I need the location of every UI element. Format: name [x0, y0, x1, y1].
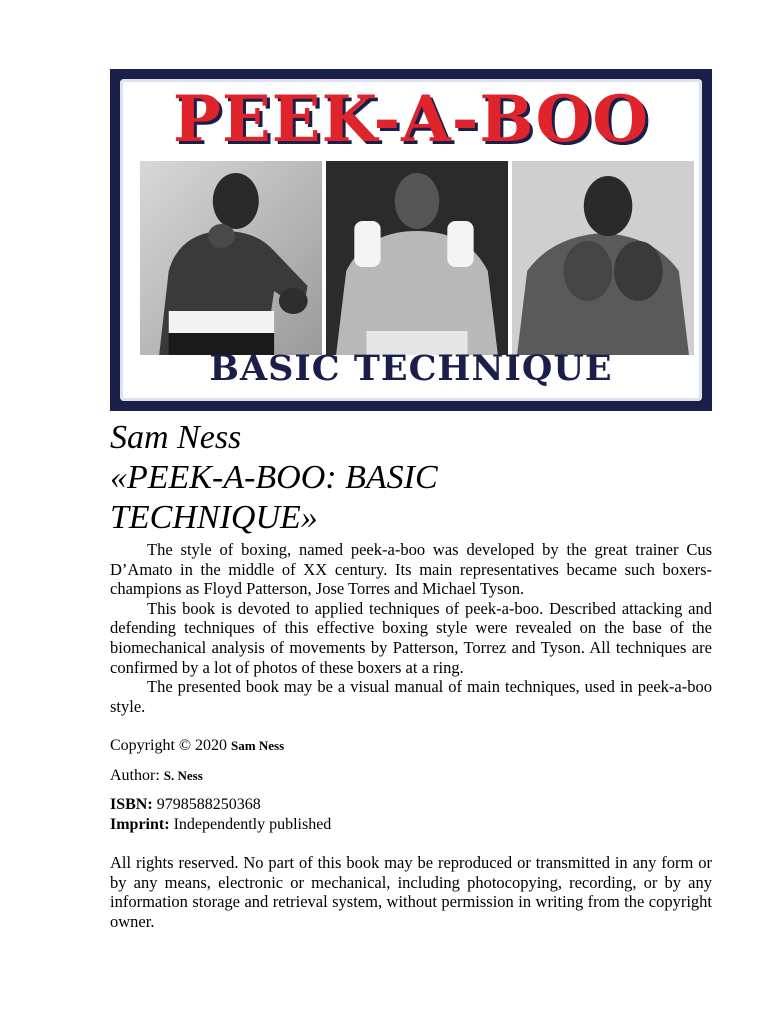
cover-image: [110, 69, 712, 411]
book-heading: [110, 418, 710, 538]
imprint-line: [110, 815, 712, 835]
paragraph: The presented book may be a visual manual of main techniques, used in peek-a-boo style.: [110, 677, 712, 716]
rights-notice: All rights reserved. No part of this book may be reproduced or transmitted in any form or by any means, electronic or mechanical, including photocopying, recording, or by any information storage and retrieval system, without permission in writing from the copyright owner.: [110, 853, 712, 931]
author-value: S. Ness: [163, 768, 203, 783]
boxer-photo-left: [140, 161, 322, 355]
paragraph: This book is devoted to applied techniques of peek-a-boo. Described attacking and defending techniques of this effective boxing style were revealed on the base of the biomechanical analysis of movements by Patterson, Torrez and Tyson. All techniques are confirmed by a lot of photos of these boxers at a ring.: [110, 598, 712, 677]
cover-photos: [140, 161, 694, 355]
author-line: [110, 766, 712, 786]
isbn-label: ISBN:: [110, 796, 153, 813]
boxer-photo-right: [512, 161, 694, 355]
cover-frame: [120, 79, 702, 401]
cover-subtitle: BASIC TECHNIQUE: [209, 348, 613, 389]
paragraph: The style of boxing, named peek-a-boo was developed by the great trainer Cus D’Amato in the middle of XX century. Its main representatives became such boxers-champions as Floyd Patterson, Jose Torres and Michael Tyson.: [110, 540, 712, 599]
copyright-line: [110, 736, 712, 756]
copyright-name: Sam Ness: [231, 738, 285, 753]
author-label: Author:: [110, 767, 160, 784]
cover-title: PEEK-A-BOO: [172, 82, 650, 157]
author-name: Sam Ness: [110, 419, 242, 456]
description: [110, 540, 712, 716]
book-title-line-2: TECHNIQUE»: [110, 499, 318, 536]
book-title-line-1: «PEEK-A-BOO: BASIC: [110, 459, 438, 496]
imprint-label: Imprint:: [110, 816, 170, 833]
boxer-photo-center: [326, 161, 508, 355]
isbn-line: [110, 795, 712, 815]
isbn-value: 9798588250368: [156, 796, 261, 813]
imprint-value: Independently published: [173, 816, 332, 833]
copyright-text: Copyright © 2020: [110, 737, 228, 754]
